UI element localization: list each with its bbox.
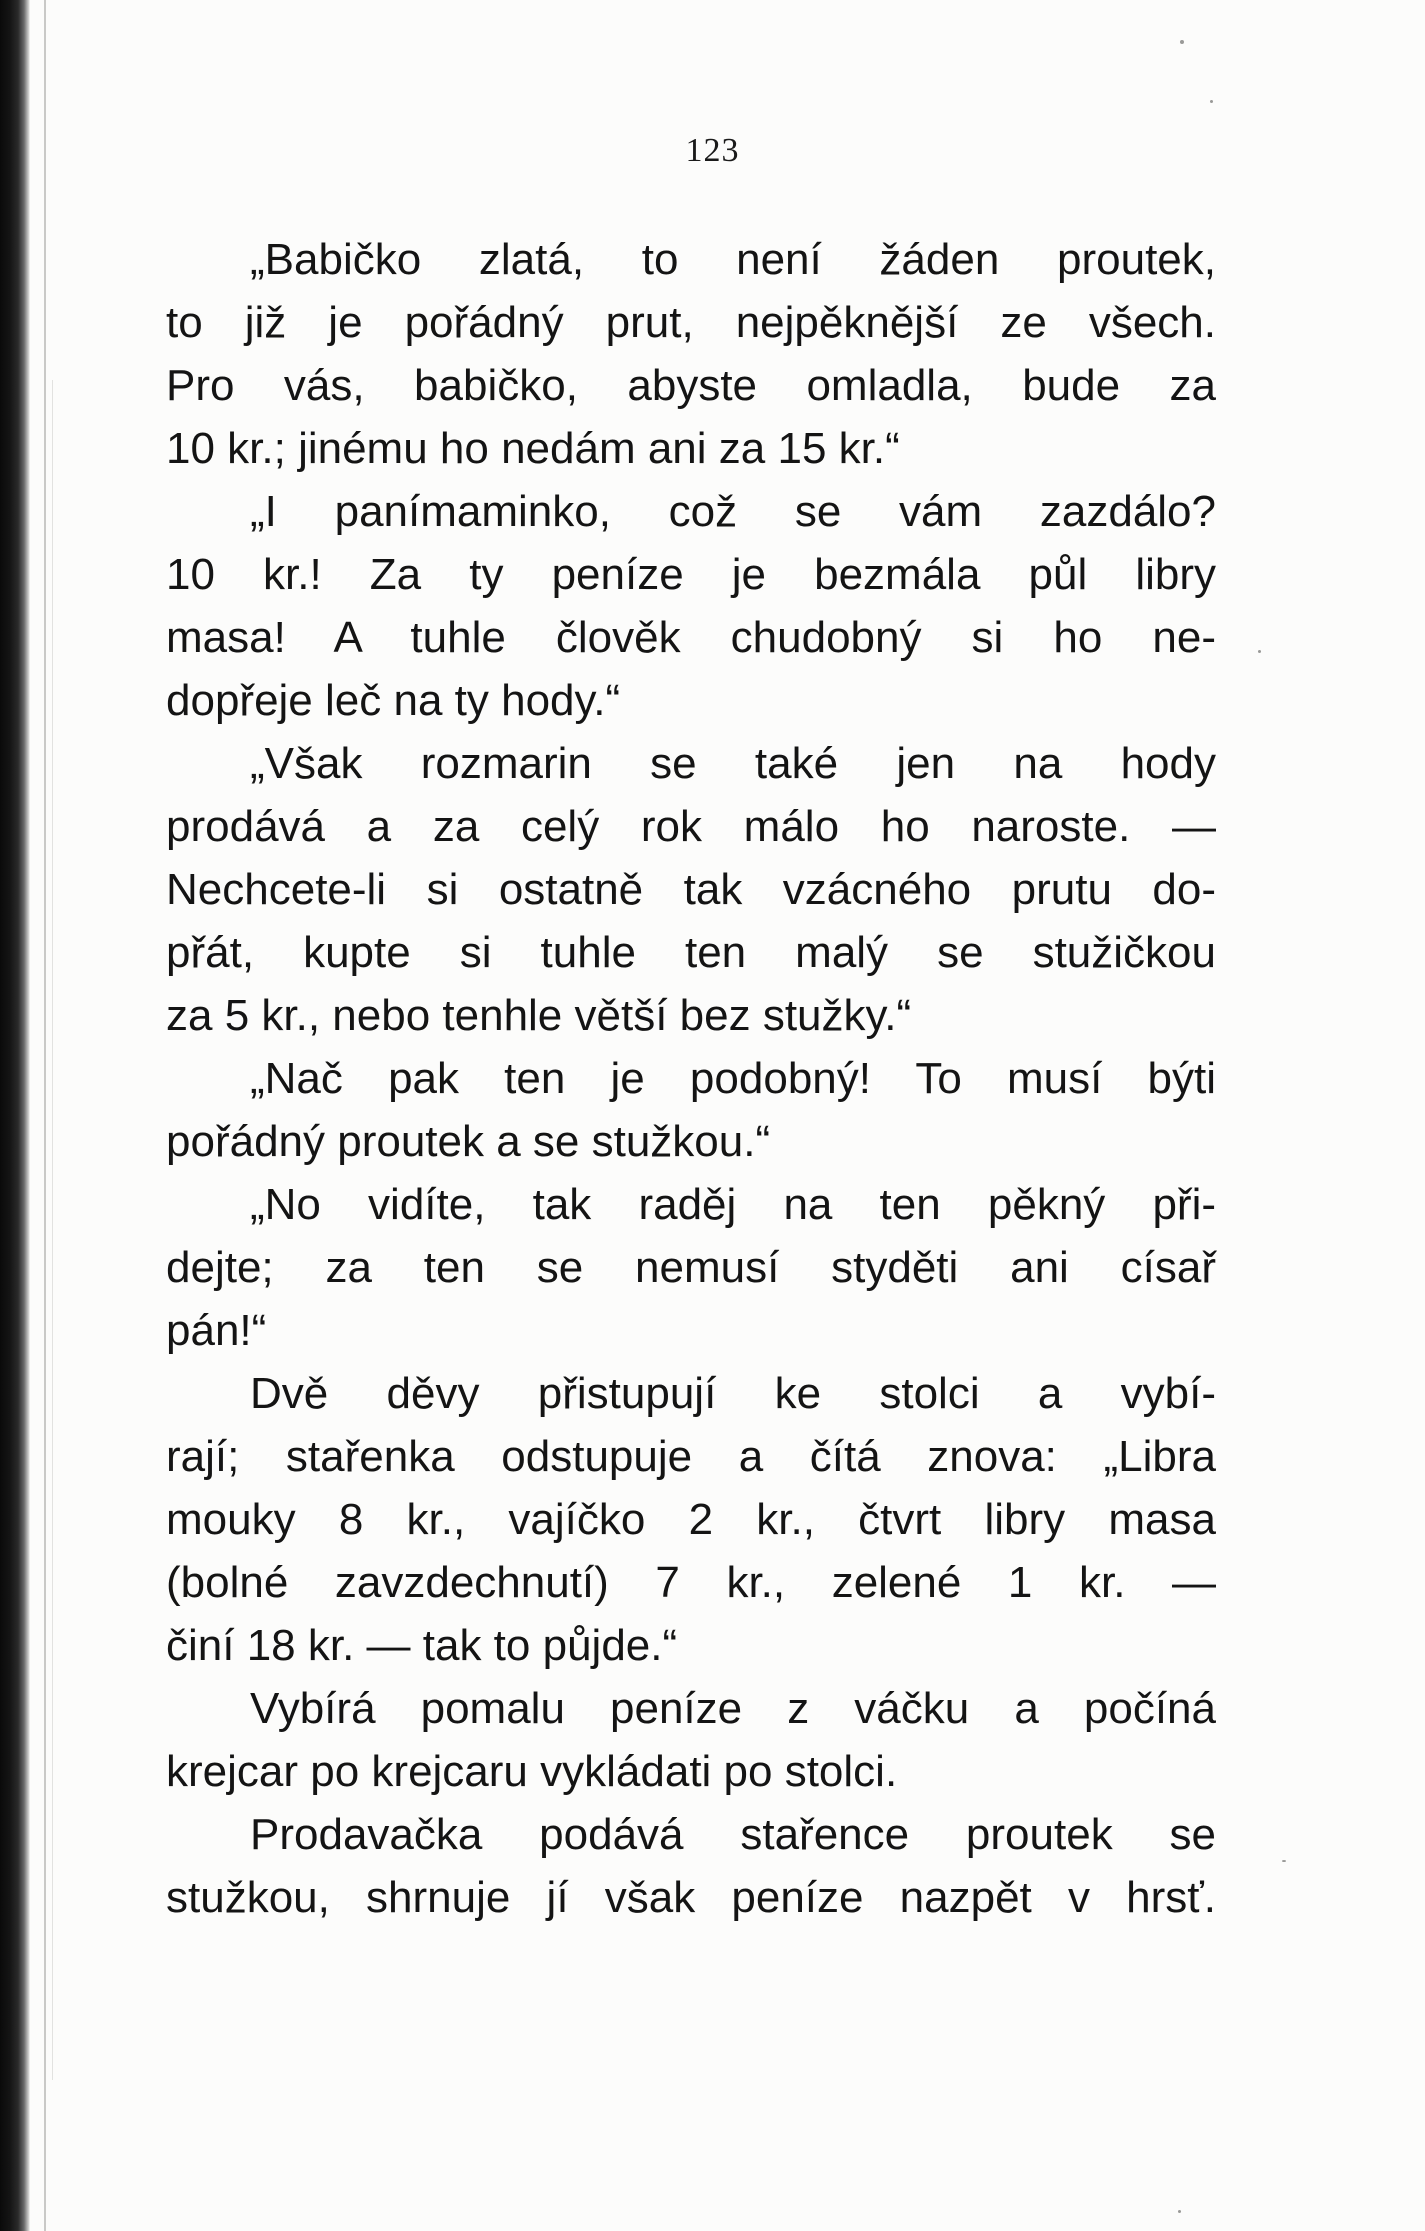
paper-speck	[1258, 650, 1261, 653]
page-number: 123	[685, 132, 740, 169]
text-line: prodává a za celý rok málo ho naroste. —	[166, 802, 1216, 851]
text-line: přát, kupte si tuhle ten malý se stužičkou	[166, 928, 1216, 977]
text-line: pořádný proutek a se stužkou.“	[166, 1117, 771, 1166]
text-line: to již je pořádný prut, nejpěknější ze všech.	[166, 298, 1216, 347]
text-line: dopřeje leč na ty hody.“	[166, 676, 621, 725]
book-binding-edge	[0, 0, 30, 2231]
body-text	[166, 228, 1216, 1929]
page-fold-shadow	[52, 380, 53, 2080]
page-fold-line	[44, 0, 46, 2231]
paper-speck	[1180, 40, 1184, 44]
text-line: (bolné zavzdechnutí) 7 kr., zelené 1 kr. —	[166, 1558, 1216, 1607]
paper-speck	[1282, 1860, 1286, 1862]
text-line: „No vidíte, tak raděj na ten pěkný při-	[250, 1180, 1216, 1229]
text-line: 10 kr.! Za ty peníze je bezmála půl libry	[166, 550, 1216, 599]
text-line: „Babičko zlatá, to není žáden proutek,	[250, 235, 1216, 284]
text-line: „Nač pak ten je podobný! To musí býti	[250, 1054, 1216, 1103]
text-line: Pro vás, babičko, abyste omladla, bude za	[166, 361, 1216, 410]
text-line: „Však rozmarin se také jen na hody	[250, 739, 1216, 788]
text-line: Prodavačka podává stařence proutek se	[250, 1810, 1216, 1859]
text-line: „I panímaminko, což se vám zazdálo?	[250, 487, 1216, 536]
text-line: stužkou, shrnuje jí však peníze nazpět v hrsť.	[166, 1873, 1216, 1922]
text-line: pán!“	[166, 1306, 267, 1355]
paper-speck	[1178, 2210, 1181, 2213]
text-line: dejte; za ten se nemusí styděti ani císař	[166, 1243, 1216, 1292]
text-line: mouky 8 kr., vajíčko 2 kr., čtvrt libry masa	[166, 1495, 1216, 1544]
text-line: rají; stařenka odstupuje a čítá znova: „Libra	[166, 1432, 1216, 1481]
text-line: Dvě děvy přistupují ke stolci a vybí-	[250, 1369, 1216, 1418]
text-line: 10 kr.; jinému ho nedám ani za 15 kr.“	[166, 424, 900, 473]
text-line: krejcar po krejcaru vykládati po stolci.	[166, 1747, 898, 1796]
paper-speck	[1210, 100, 1213, 103]
text-line: Nechcete-li si ostatně tak vzácného prutu do-	[166, 865, 1216, 914]
text-line: činí 18 kr. — tak to půjde.“	[166, 1621, 678, 1670]
text-line: Vybírá pomalu peníze z váčku a počíná	[250, 1684, 1216, 1733]
text-line: masa! A tuhle člověk chudobný si ho ne-	[166, 613, 1216, 662]
text-line: za 5 kr., nebo tenhle větší bez stužky.“	[166, 991, 912, 1040]
